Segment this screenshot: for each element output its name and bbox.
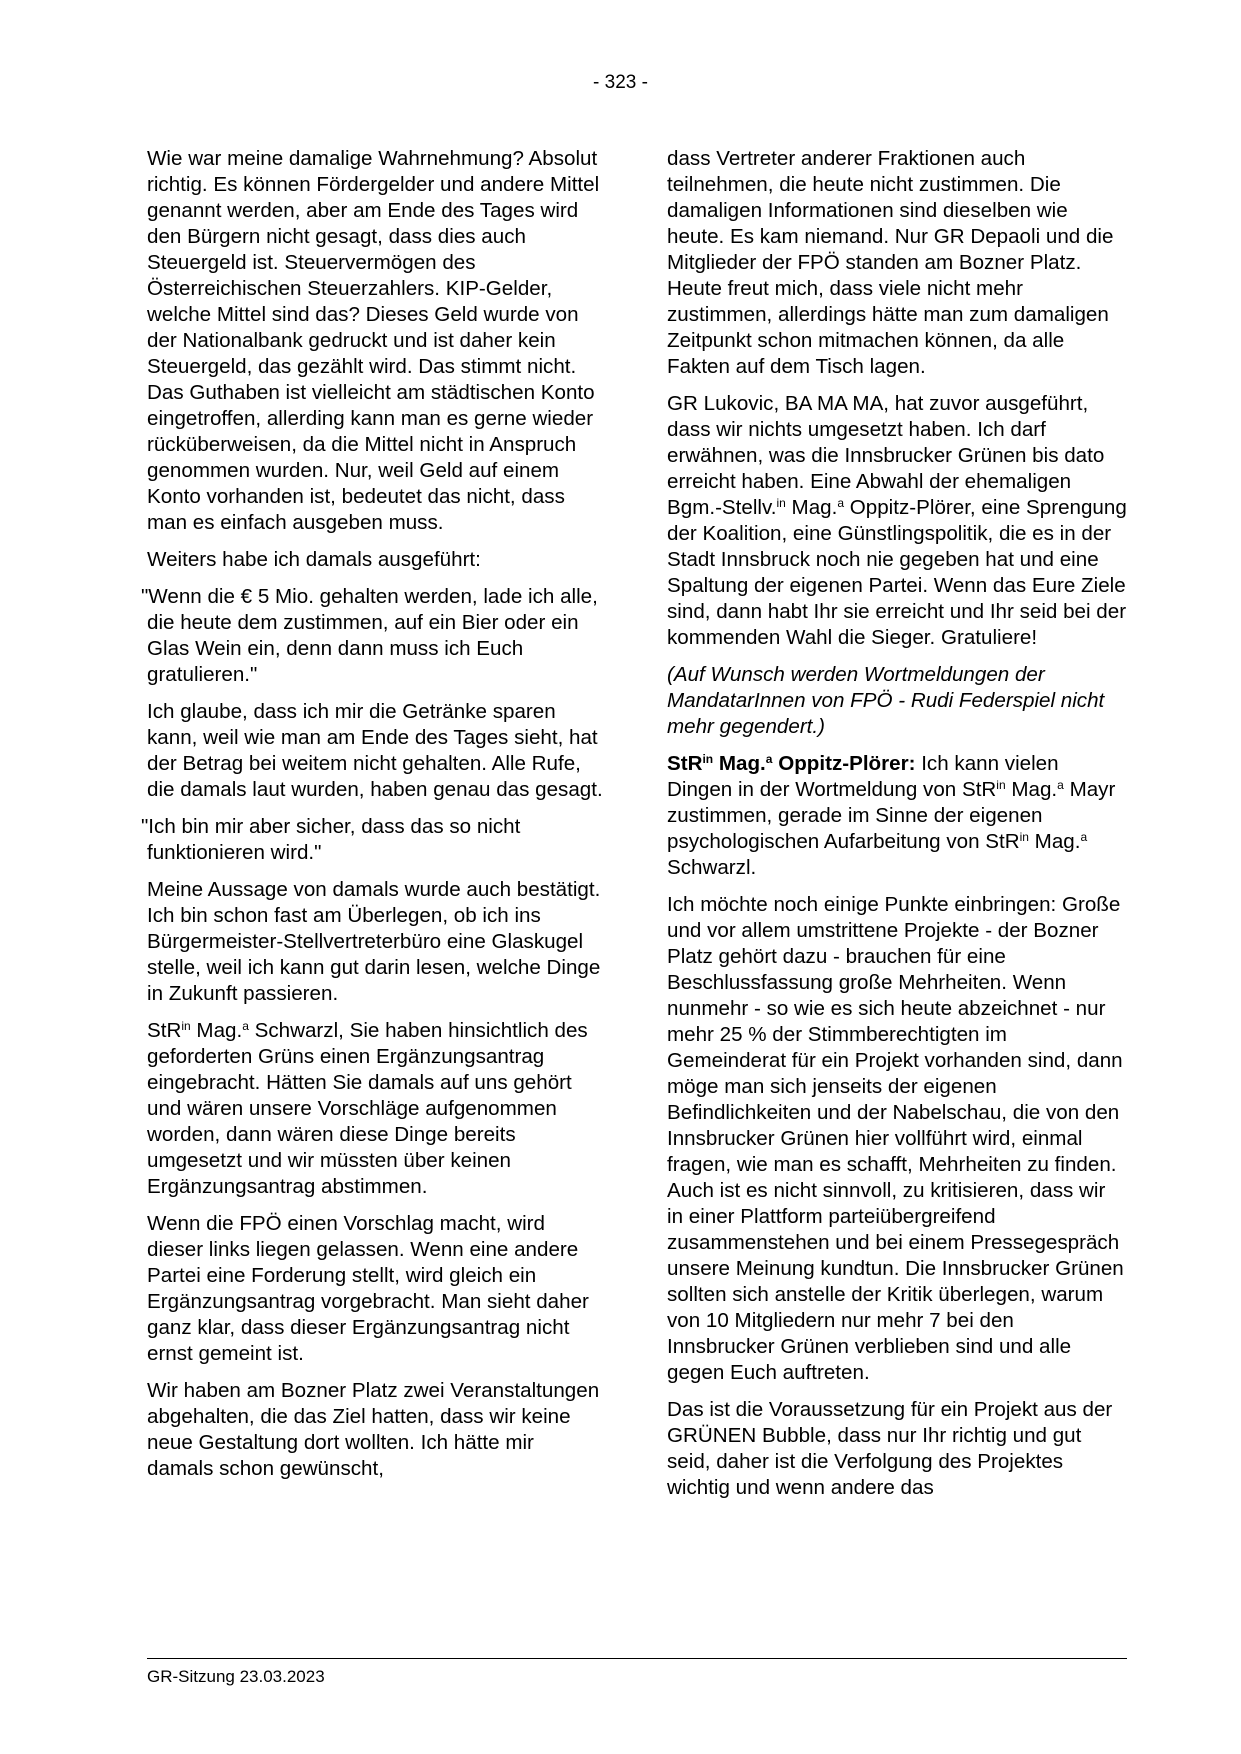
superscript: in [776,496,786,510]
text-fragment: Mag. [785,496,838,519]
text-fragment: StR [147,1019,182,1042]
text-fragment: Mag. [713,752,766,775]
quote-paragraph: "Wenn die € 5 Mio. gehalten werden, lade ich alle, die heute dem zustimmen, auf ein Bier oder ein Glas Wein ein, denn dann muss ich Euch gratulieren." [141,585,598,686]
text-fragment: Oppitz-Plörer, eine Sprengung der Koalition, eine Günstlingspolitik, die es in der Stadt Innsbruck noch nie gegeben hat und eine Spaltung der eigenen Partei. Wenn das Eure Ziele sind, dann habt Ihr sie erreicht und Ihr seid bei der kommenden Wahl die Sieger. Gratuliere! [667,496,1127,649]
text-fragment: Mayr zustimmen, gerade im Sinne der eigenen psychologischen Aufarbeitung von StR [667,778,1116,853]
paragraph: dass Vertreter anderer Fraktionen auch teilnehmen, die heute nicht zustimmen. Die damaligen Informationen sind dieselben wie heute. Es kam niemand. Nur GR Depaoli und die Mitglieder der FPÖ standen am Bozner Platz. Heute freut mich, dass viele nicht mehr zustimmen, allerdings hätte man zum damaligen Zeitpunkt schon mitmachen können, da alle Fakten auf dem Tisch lagen. [667,147,1114,378]
paragraph: Wie war meine damalige Wahrnehmung? Absolut richtig. Es können Fördergelder und andere Mittel genannt werden, aber am Ende des Tages wird den Bürgern nicht gesagt, dass dies auch Steuergeld ist. Steuervermögen des Österreichischen Steuerzahlers. KIP-Gelder, welche Mittel sind das? Dieses Geld wurde von der Nationalbank gedruckt und ist daher kein Steuergeld, das gezählt wird. Das stimmt nicht. Das Guthaben ist vielleicht am städtischen Konto eingetroffen, allerding kann man es gerne wieder rücküberweisen, da die Mittel nicht in Anspruch genommen wurden. Nur, weil Geld auf einem Konto vorhanden ist, bedeutet das nicht, dass man es einfach ausgeben muss. [147,147,600,534]
text-fragment: Oppitz-Plörer: [772,752,916,775]
superscript: in [996,778,1006,792]
page-number: - 323 - [593,72,648,93]
right-column [667,146,1127,1512]
text-fragment: Schwarzl, Sie haben hinsichtlich des geforderten Grüns einen Ergänzungsantrag eingebracht. Hätten Sie damals auf uns gehört und wären unsere Vorschläge aufgenommen worden, dann wären diese Dinge bereits umgesetzt und wir müssten über keinen Ergänzungsantrag abstimmen. [147,1019,588,1198]
paragraph [667,391,1127,651]
paragraph: Wir haben am Bozner Platz zwei Veranstaltungen abgehalten, die das Ziel hatten, dass wir keine neue Gestaltung dort wollten. Ich hätte mir damals schon gewünscht, [147,1379,600,1480]
paragraph [147,1018,605,1200]
superscript: in [702,752,714,766]
footer-text: GR-Sitzung 23.03.2023 [147,1667,325,1686]
text-fragment: StR [667,752,703,775]
text-fragment: GR Lukovic, BA MA MA, hat zuvor ausgeführt, dass wir nichts umgesetzt haben. Ich darf erwähnen, was die Innsbrucker Grünen bis dato erreicht haben. Eine Abwahl der ehemaligen Bgm.-Stellv. [667,392,1105,519]
superscript: in [1019,830,1029,844]
editorial-note: (Auf Wunsch werden Wortmeldungen der MandatarInnen von FPÖ - Rudi Federspiel nicht mehr gegendert.) [667,663,1105,738]
quote-paragraph: "Ich bin mir aber sicher, dass das so nicht funktionieren wird." [141,815,521,864]
paragraph: Weiters habe ich damals ausgeführt: [147,548,481,571]
paragraph: Ich möchte noch einige Punkte einbringen: Große und vor allem umstrittene Projekte - der Bozner Platz gehört dazu - brauchen für eine Beschlussfassung große Mehrheiten. Wenn nunmehr - so wie es sich heute abzeichnet - nur mehr 25 % der Stimmberechtigten im Gemeinderat für ein Projekt vorhanden sind, dann möge man sich jenseits der eigenen Befindlichkeiten und der Nabelschau, die von den Innsbrucker Grünen hier vollführt wird, einmal fragen, wie man es schafft, Mehrheiten zu finden. Auch ist es nicht sinnvoll, zu kritisieren, dass wir in einer Plattform parteiübergreifend zusammenstehen und bei einem Pressegespräch unsere Meinung kundtun. Die Innsbrucker Grünen sollten sich anstelle der Kritik überlegen, warum von 10 Mitgliedern nur mehr 7 bei den Innsbrucker Grünen verblieben sind und alle gegen Euch auftreten. [667,893,1124,1384]
speaker-name [667,752,915,775]
footer-divider [147,1658,1127,1659]
text-fragment: Schwarzl. [667,856,757,879]
paragraph: Ich glaube, dass ich mir die Getränke sparen kann, weil wie man am Ende des Tages sieht, hat der Betrag bei weitem nicht gehalten. Alle Rufe, die damals laut wurden, haben genau das gesagt. [147,700,603,801]
paragraph: Das ist die Voraussetzung für ein Projekt aus der GRÜNEN Bubble, dass nur Ihr richtig und gut seid, daher ist die Verfolgung des Projektes wichtig und wenn andere das [667,1398,1113,1499]
paragraph: Meine Aussage von damals wurde auch bestätigt. Ich bin schon fast am Überlegen, ob ich ins Bürgermeister-Stellvertreterbüro eine Glaskugel stelle, weil ich kann gut darin lesen, welche Dinge in Zukunft passieren. [147,878,601,1005]
superscript: a [1057,778,1064,792]
superscript: a [837,496,845,510]
text-fragment: Ich kann vielen Dingen in der Wortmeldung von StR [667,752,1059,801]
text-fragment: Mag. [1005,778,1058,801]
superscript: a [1080,830,1088,844]
text-fragment: Mag. [190,1019,243,1042]
paragraph: Wenn die FPÖ einen Vorschlag macht, wird dieser links liegen gelassen. Wenn eine andere Partei eine Forderung stellt, wird gleich ein Ergänzungsantrag vorgebracht. Man sieht daher ganz klar, dass dieser Ergänzungsantrag nicht ernst gemeint ist. [147,1212,589,1365]
left-column [141,146,605,1493]
superscript: a [765,752,773,766]
superscript: in [181,1019,191,1033]
text-fragment: Mag. [1028,830,1081,853]
superscript: a [242,1019,249,1033]
speaker-paragraph [667,751,1127,881]
